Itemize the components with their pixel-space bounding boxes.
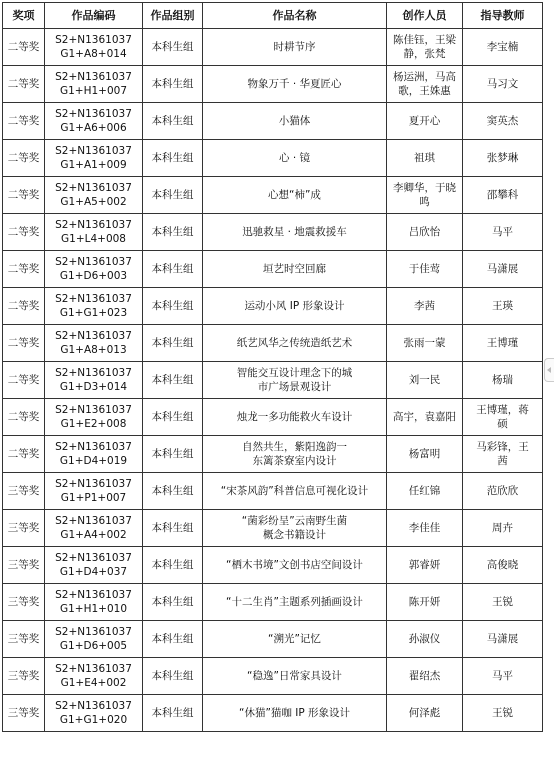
authors-cell (387, 510, 463, 547)
code-text: S2+N1361037 (55, 441, 132, 453)
award-cell (3, 362, 45, 399)
code-cell (45, 399, 143, 436)
advisor-cell (463, 177, 543, 214)
group-cell (143, 103, 203, 140)
code-cell (45, 214, 143, 251)
award-cell (3, 584, 45, 621)
advisor-text-cont: 茜 (497, 455, 508, 467)
authors-cell (387, 288, 463, 325)
group-cell (143, 362, 203, 399)
table-row (3, 510, 543, 547)
title-text: “稳逸”日常家具设计 (247, 670, 342, 682)
advisor-cell (463, 547, 543, 584)
award-text: 三等奖 (7, 596, 40, 608)
authors-text: 吕欣怡 (408, 226, 441, 238)
advisor-text: 王瑛 (492, 300, 513, 312)
advisor-text: 周卉 (492, 522, 513, 534)
group-cell (143, 251, 203, 288)
award-cell (3, 251, 45, 288)
header-group: 作品组别 (143, 3, 203, 29)
code-text-cont: G1+A6+006 (60, 122, 127, 134)
group-text: 本科生组 (151, 596, 194, 608)
authors-cell (387, 66, 463, 103)
award-text: 二等奖 (7, 411, 40, 423)
authors-text: 陈开妍 (408, 596, 441, 608)
table-row (3, 547, 543, 584)
title-text: 运动小风 IP 形象设计 (244, 300, 345, 312)
group-cell (143, 695, 203, 732)
code-cell (45, 510, 143, 547)
code-cell (45, 658, 143, 695)
group-cell (143, 177, 203, 214)
group-cell (143, 621, 203, 658)
header-advisor: 指导教师 (463, 3, 543, 29)
authors-text: 高宇，袁嘉阳 (393, 411, 456, 423)
title-cell (203, 621, 387, 658)
table-row (3, 214, 543, 251)
code-text-cont: G1+H1+010 (59, 603, 128, 615)
authors-cell (387, 251, 463, 288)
code-text: S2+N1361037 (55, 145, 132, 157)
authors-text: 张雨一蒙 (403, 337, 446, 349)
authors-cell (387, 325, 463, 362)
code-cell (45, 695, 143, 732)
code-cell (45, 584, 143, 621)
authors-cell (387, 473, 463, 510)
advisor-cell (463, 66, 543, 103)
advisor-cell (463, 325, 543, 362)
award-cell (3, 399, 45, 436)
code-text: S2+N1361037 (55, 478, 132, 490)
side-expand-handle[interactable] (544, 358, 554, 382)
group-cell (143, 510, 203, 547)
group-text: 本科生组 (151, 300, 194, 312)
advisor-text: 王锐 (492, 707, 513, 719)
group-text: 本科生组 (151, 633, 194, 645)
code-text-cont: G1+A1+009 (60, 159, 127, 171)
advisor-text: 马平 (492, 670, 513, 682)
code-text: S2+N1361037 (55, 182, 132, 194)
group-cell (143, 547, 203, 584)
group-cell (143, 658, 203, 695)
title-cell (203, 288, 387, 325)
code-text: S2+N1361037 (55, 515, 132, 527)
title-cell (203, 473, 387, 510)
award-text: 二等奖 (7, 448, 40, 460)
authors-text: 杨运洲，马高 (393, 71, 456, 83)
group-text: 本科生组 (151, 448, 194, 460)
authors-cell (387, 695, 463, 732)
title-text: “栖木书境”文创书店空间设计 (226, 559, 363, 571)
table-row (3, 584, 543, 621)
table-row (3, 140, 543, 177)
group-text: 本科生组 (151, 337, 194, 349)
code-text-cont: G1+D6+003 (59, 270, 128, 282)
award-text: 三等奖 (7, 633, 40, 645)
advisor-text: 高俊晓 (486, 559, 519, 571)
award-cell (3, 658, 45, 695)
code-text-cont: G1+E2+008 (60, 418, 127, 430)
award-cell (3, 29, 45, 66)
code-text: S2+N1361037 (55, 626, 132, 638)
advisor-cell (463, 288, 543, 325)
code-text: S2+N1361037 (55, 293, 132, 305)
title-text: 自然共生，紫阳逸韵一 (242, 441, 347, 453)
group-cell (143, 399, 203, 436)
title-cell (203, 658, 387, 695)
award-cell (3, 103, 45, 140)
code-cell (45, 103, 143, 140)
award-text: 二等奖 (7, 226, 40, 238)
group-text: 本科生组 (151, 41, 194, 53)
authors-cell (387, 177, 463, 214)
advisor-cell (463, 584, 543, 621)
advisor-cell (463, 251, 543, 288)
group-text: 本科生组 (151, 559, 194, 571)
code-cell (45, 177, 143, 214)
code-cell (45, 140, 143, 177)
group-text: 本科生组 (151, 485, 194, 497)
code-text: S2+N1361037 (55, 71, 132, 83)
code-text-cont: G1+A4+002 (60, 529, 127, 541)
code-text-cont: G1+D4+037 (59, 566, 128, 578)
code-text: S2+N1361037 (55, 256, 132, 268)
authors-text: 夏开心 (408, 115, 441, 127)
code-text-cont: G1+D6+005 (59, 640, 128, 652)
advisor-cell (463, 621, 543, 658)
award-cell (3, 695, 45, 732)
authors-cell (387, 103, 463, 140)
code-cell (45, 251, 143, 288)
authors-text-cont: 静，张梵 (403, 48, 446, 60)
code-text-cont: G1+A5+002 (60, 196, 127, 208)
code-text: S2+N1361037 (55, 663, 132, 675)
award-text: 二等奖 (7, 263, 40, 275)
group-text: 本科生组 (151, 152, 194, 164)
authors-text: 郭睿妍 (408, 559, 441, 571)
award-text: 二等奖 (7, 115, 40, 127)
advisor-cell (463, 695, 543, 732)
code-text-cont: G1+D3+014 (59, 381, 128, 393)
group-cell (143, 325, 203, 362)
advisor-text: 马潇展 (486, 263, 519, 275)
advisor-text: 李宝楠 (486, 41, 519, 53)
advisor-text: 张梦琳 (486, 152, 519, 164)
group-text: 本科生组 (151, 522, 194, 534)
award-cell (3, 510, 45, 547)
table-row (3, 66, 543, 103)
title-text: “溯光”记忆 (268, 633, 321, 645)
code-cell (45, 288, 143, 325)
advisor-cell (463, 436, 543, 473)
advisor-cell (463, 510, 543, 547)
header-row (3, 3, 543, 29)
group-cell (143, 288, 203, 325)
group-text: 本科生组 (151, 78, 194, 90)
group-cell (143, 140, 203, 177)
advisor-text: 王博瑾，蒋 (476, 404, 529, 416)
title-text: “宋茶风韵”科普信息可视化设计 (220, 485, 369, 497)
group-cell (143, 214, 203, 251)
code-cell (45, 621, 143, 658)
code-cell (45, 66, 143, 103)
code-text: S2+N1361037 (55, 219, 132, 231)
title-text: 心 · 镜 (278, 152, 310, 164)
advisor-cell (463, 473, 543, 510)
advisor-text: 范欣欣 (486, 485, 519, 497)
advisor-text: 王博瑾 (486, 337, 519, 349)
code-text: S2+N1361037 (55, 552, 132, 564)
authors-text: 何泽彪 (408, 707, 441, 719)
authors-cell (387, 214, 463, 251)
code-text-cont: G1+A8+014 (60, 48, 127, 60)
award-text: 二等奖 (7, 189, 40, 201)
title-cell (203, 695, 387, 732)
code-text: S2+N1361037 (55, 589, 132, 601)
authors-cell (387, 621, 463, 658)
authors-cell (387, 399, 463, 436)
title-text: 烛龙一多功能救火车设计 (236, 411, 353, 423)
title-text-cont: 东篱茶寮室内设计 (252, 455, 337, 467)
table-body (3, 29, 543, 732)
table-row (3, 288, 543, 325)
table-row (3, 473, 543, 510)
group-text: 本科生组 (151, 411, 194, 423)
table-row (3, 695, 543, 732)
advisor-text: 马潇展 (486, 633, 519, 645)
award-cell (3, 288, 45, 325)
code-text-cont: G1+G1+020 (59, 714, 128, 726)
title-cell (203, 251, 387, 288)
authors-text: 杨富明 (408, 448, 441, 460)
title-text: 迅驰救星 · 地震救援车 (242, 226, 347, 238)
advisor-cell (463, 140, 543, 177)
award-cell (3, 436, 45, 473)
header-title: 作品名称 (203, 3, 387, 29)
group-text: 本科生组 (151, 226, 194, 238)
award-text: 三等奖 (7, 522, 40, 534)
table-row (3, 325, 543, 362)
title-cell (203, 325, 387, 362)
award-text: 三等奖 (7, 559, 40, 571)
advisor-text-cont: 硕 (497, 418, 508, 430)
advisor-cell (463, 399, 543, 436)
header-award: 奖项 (3, 3, 45, 29)
code-cell (45, 29, 143, 66)
code-text-cont: G1+G1+023 (59, 307, 128, 319)
title-cell (203, 547, 387, 584)
table-row (3, 658, 543, 695)
authors-text: 任红锦 (408, 485, 441, 497)
code-cell (45, 362, 143, 399)
title-cell (203, 214, 387, 251)
title-text-cont: 市广场景观设计 (257, 381, 332, 393)
group-text: 本科生组 (151, 189, 194, 201)
title-cell (203, 103, 387, 140)
code-text: S2+N1361037 (55, 108, 132, 120)
code-text: S2+N1361037 (55, 34, 132, 46)
code-text: S2+N1361037 (55, 330, 132, 342)
code-text-cont: G1+L4+008 (61, 233, 126, 245)
code-text-cont: G1+P1+007 (60, 492, 127, 504)
authors-cell (387, 362, 463, 399)
awards-table (2, 2, 543, 732)
group-text: 本科生组 (151, 374, 194, 386)
advisor-cell (463, 103, 543, 140)
code-cell (45, 547, 143, 584)
title-text: “十二生肖”主题系列插画设计 (226, 596, 363, 608)
advisor-text: 王锐 (492, 596, 513, 608)
award-text: 二等奖 (7, 78, 40, 90)
title-cell (203, 177, 387, 214)
authors-text: 李佳佳 (408, 522, 441, 534)
advisor-text: 马习文 (486, 78, 519, 90)
table-row (3, 251, 543, 288)
code-text: S2+N1361037 (55, 367, 132, 379)
advisor-cell (463, 658, 543, 695)
authors-text: 祖琪 (414, 152, 435, 164)
award-text: 三等奖 (7, 707, 40, 719)
award-cell (3, 177, 45, 214)
group-text: 本科生组 (151, 263, 194, 275)
header-authors: 创作人员 (387, 3, 463, 29)
advisor-cell (463, 29, 543, 66)
title-cell (203, 140, 387, 177)
title-text: 心想“柿”成 (268, 189, 321, 201)
award-cell (3, 621, 45, 658)
award-text: 二等奖 (7, 41, 40, 53)
group-cell (143, 473, 203, 510)
advisor-text: 马彩锋，王 (476, 441, 529, 453)
authors-text: 陈佳钰，王梁 (393, 34, 456, 46)
authors-text: 翟绍杰 (408, 670, 441, 682)
award-cell (3, 66, 45, 103)
title-cell (203, 436, 387, 473)
title-cell (203, 29, 387, 66)
table-row (3, 436, 543, 473)
advisor-text: 窦英杰 (486, 115, 519, 127)
title-cell (203, 362, 387, 399)
award-cell (3, 547, 45, 584)
authors-cell (387, 140, 463, 177)
authors-cell (387, 436, 463, 473)
authors-text: 李茜 (414, 300, 435, 312)
award-cell (3, 140, 45, 177)
authors-text: 于佳莺 (408, 263, 441, 275)
award-text: 三等奖 (7, 670, 40, 682)
group-cell (143, 66, 203, 103)
code-text-cont: G1+E4+002 (60, 677, 127, 689)
advisor-cell (463, 362, 543, 399)
table-row (3, 399, 543, 436)
code-cell (45, 436, 143, 473)
table-row (3, 29, 543, 66)
code-text-cont: G1+A8+013 (60, 344, 127, 356)
title-text: 垣艺时空回廊 (263, 263, 326, 275)
code-text-cont: G1+D4+019 (59, 455, 128, 467)
advisor-cell (463, 214, 543, 251)
award-cell (3, 325, 45, 362)
title-text: 时耕节序 (273, 41, 316, 53)
header-code: 作品编码 (45, 3, 143, 29)
authors-cell (387, 584, 463, 621)
authors-cell (387, 547, 463, 584)
title-cell (203, 510, 387, 547)
title-text: 纸艺风华之传统造纸艺术 (236, 337, 353, 349)
authors-text-cont: 歌，王姝惠 (398, 85, 451, 97)
award-cell (3, 214, 45, 251)
award-text: 二等奖 (7, 337, 40, 349)
authors-text: 刘一民 (408, 374, 441, 386)
title-cell (203, 66, 387, 103)
group-text: 本科生组 (151, 707, 194, 719)
code-cell (45, 473, 143, 510)
code-text: S2+N1361037 (55, 404, 132, 416)
authors-cell (387, 658, 463, 695)
title-text: 智能交互设计理念下的城 (236, 367, 353, 379)
award-text: 二等奖 (7, 300, 40, 312)
authors-cell (387, 29, 463, 66)
title-cell (203, 399, 387, 436)
award-cell (3, 473, 45, 510)
award-text: 二等奖 (7, 152, 40, 164)
code-text-cont: G1+H1+007 (59, 85, 128, 97)
award-text: 二等奖 (7, 374, 40, 386)
group-text: 本科生组 (151, 670, 194, 682)
title-text: “休猫”猫咖 IP 形象设计 (239, 707, 350, 719)
table-row (3, 362, 543, 399)
group-text: 本科生组 (151, 115, 194, 127)
group-cell (143, 29, 203, 66)
title-text: 小猫体 (278, 115, 311, 127)
table-row (3, 621, 543, 658)
code-cell (45, 325, 143, 362)
group-cell (143, 584, 203, 621)
authors-text: 孙淑仪 (408, 633, 441, 645)
award-text: 三等奖 (7, 485, 40, 497)
advisor-text: 马平 (492, 226, 513, 238)
authors-text: 李卿华，于晓 (393, 182, 456, 194)
title-text: “菌彩纷呈”云南野生菌 (241, 515, 348, 527)
table-row (3, 177, 543, 214)
title-cell (203, 584, 387, 621)
code-text: S2+N1361037 (55, 700, 132, 712)
advisor-text: 邵攀科 (486, 189, 519, 201)
advisor-text: 杨瑞 (492, 374, 513, 386)
authors-text-cont: 鸣 (419, 196, 430, 208)
table-row (3, 103, 543, 140)
group-cell (143, 436, 203, 473)
title-text: 物象万千 · 华夏匠心 (247, 78, 342, 90)
title-text-cont: 概念书籍设计 (263, 529, 326, 541)
